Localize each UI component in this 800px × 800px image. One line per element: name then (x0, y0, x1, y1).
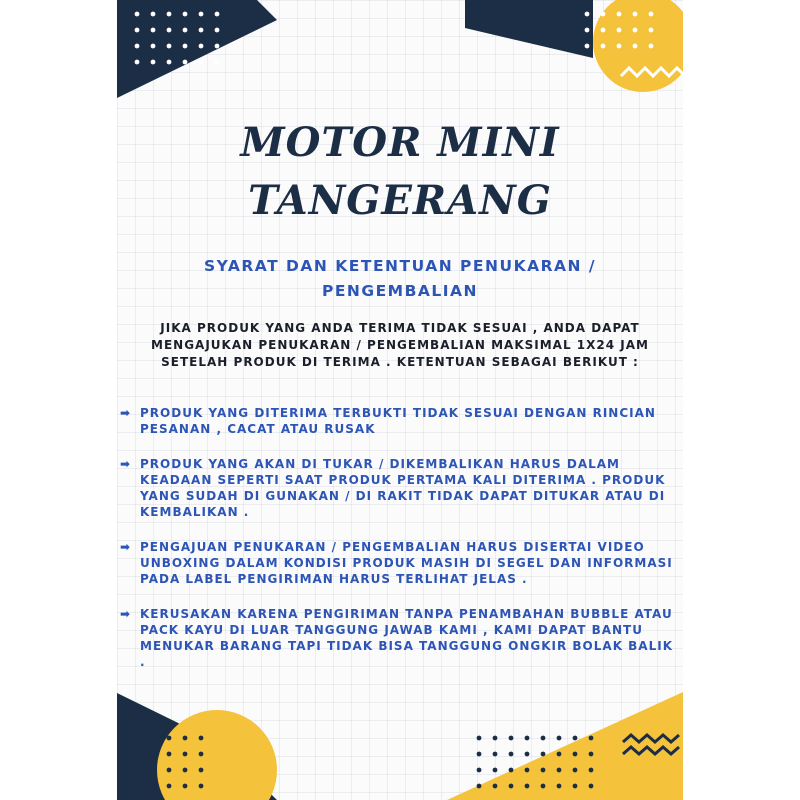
decor-dot (151, 768, 156, 773)
decor-dot (585, 28, 590, 33)
arrow-right-icon: ➡ (120, 607, 132, 621)
decor-dot (151, 736, 156, 741)
term-item (120, 405, 675, 437)
decor-dot (493, 784, 498, 789)
decor-dot (477, 736, 482, 741)
decor-dot (477, 768, 482, 773)
title-line-1: MOTOR MINI (240, 119, 560, 166)
decor-dot (215, 60, 220, 65)
term-item (120, 539, 675, 587)
arrow-right-icon: ➡ (120, 406, 132, 420)
decor-dot (633, 28, 638, 33)
decor-dot (585, 44, 590, 49)
decor-dot (151, 784, 156, 789)
decor-dot (167, 44, 172, 49)
decor-dot (199, 768, 204, 773)
decor-dot (649, 44, 654, 49)
decor-dot (557, 768, 562, 773)
decor-dot (617, 28, 622, 33)
decor-dot (135, 736, 140, 741)
decor-dot (135, 28, 140, 33)
decor-dot (541, 768, 546, 773)
decor-dot (215, 12, 220, 17)
decor-dot (589, 736, 594, 741)
decor-dot (525, 752, 530, 757)
decor-dot (183, 28, 188, 33)
terms-list (120, 405, 675, 670)
decor-dot (589, 768, 594, 773)
decor-dot (649, 12, 654, 17)
decor-dot (525, 784, 530, 789)
decor-dot (633, 44, 638, 49)
title-line-2: TANGERANG (248, 177, 552, 224)
decor-dot (589, 784, 594, 789)
decor-dot (151, 28, 156, 33)
decor-dot (509, 752, 514, 757)
term-item (120, 456, 675, 520)
decor-dot (135, 12, 140, 17)
decor-dot (151, 44, 156, 49)
arrow-right-icon: ➡ (120, 540, 132, 554)
decor-dot (135, 752, 140, 757)
decor-dot (557, 736, 562, 741)
decor-dot (199, 28, 204, 33)
term-item (120, 606, 675, 670)
decor-dot (135, 768, 140, 773)
top-left-navy-triangle (117, 0, 277, 98)
term-text: KERUSAKAN KARENA PENGIRIMAN TANPA PENAMBAHAN BUBBLE ATAU PACK KAYU DI LUAR TANGGUNG JAWAB KAMI , KAMI DAPAT BANTU MENUKAR BARANG TAPI TIDAK BISA TANGGUNG ONGKIR BOLAK BALIK . (140, 607, 674, 669)
decor-dot (601, 44, 606, 49)
decor-dot (557, 784, 562, 789)
decor-dot (199, 44, 204, 49)
decor-dot (151, 752, 156, 757)
decor-dot (183, 752, 188, 757)
decor-dot (573, 784, 578, 789)
decor-dot (199, 12, 204, 17)
decor-dot (477, 752, 482, 757)
decor-dot (601, 28, 606, 33)
decor-dot (167, 12, 172, 17)
decor-dot (589, 752, 594, 757)
decor-dot (183, 44, 188, 49)
top-right-navy-shape (465, 0, 593, 58)
decor-dot (135, 784, 140, 789)
decor-dot (135, 44, 140, 49)
decor-dot (557, 752, 562, 757)
decor-dot (215, 28, 220, 33)
decor-dot (215, 44, 220, 49)
decor-dot (135, 60, 140, 65)
arrow-right-icon: ➡ (120, 457, 132, 471)
decor-dot (649, 28, 654, 33)
decor-dot (541, 784, 546, 789)
terms-poster (117, 0, 683, 800)
decor-dot (509, 768, 514, 773)
decor-dot (183, 60, 188, 65)
subtitle: SYARAT DAN KETENTUAN PENUKARAN / PENGEMBALIAN (203, 257, 597, 300)
decor-dot (493, 736, 498, 741)
term-text: PRODUK YANG DITERIMA TERBUKTI TIDAK SESUAI DENGAN RINCIAN PESANAN , CACAT ATAU RUSAK (140, 406, 656, 436)
decor-dot (183, 736, 188, 741)
decor-dot (183, 768, 188, 773)
decor-dot (509, 784, 514, 789)
term-text: PENGAJUAN PENUKARAN / PENGEMBALIAN HARUS DISERTAI VIDEO UNBOXING DALAM KONDISI PRODUK MASIH DI SEGEL DAN INFORMASI PADA LABEL PENGIRIMAN HARUS TERLIHAT JELAS . (140, 540, 673, 586)
decor-dot (199, 784, 204, 789)
decor-dot (573, 736, 578, 741)
decor-dot (617, 12, 622, 17)
decor-dot (167, 768, 172, 773)
decor-dot (525, 736, 530, 741)
decor-dot (199, 736, 204, 741)
decor-dot (525, 768, 530, 773)
decor-dot (167, 28, 172, 33)
decor-dot (167, 736, 172, 741)
decor-dot (509, 736, 514, 741)
decor-dot (167, 60, 172, 65)
decor-dot (493, 752, 498, 757)
decor-dot (573, 768, 578, 773)
term-text: PRODUK YANG AKAN DI TUKAR / DIKEMBALIKAN HARUS DALAM KEADAAN SEPERTI SAAT PRODUK PERTAMA KALI DITERIMA . PRODUK YANG SUDAH DI GUNAKAN / DI RAKIT TIDAK DAPAT DITUKAR ATAU DI KEMBALIKAN . (140, 457, 666, 519)
decor-dot (167, 784, 172, 789)
decor-dot (151, 60, 156, 65)
decor-dot (601, 12, 606, 17)
decor-dot (167, 752, 172, 757)
decor-dot (183, 12, 188, 17)
decor-dot (199, 60, 204, 65)
decor-dot (633, 12, 638, 17)
decor-dot (151, 12, 156, 17)
decor-dot (573, 752, 578, 757)
decor-dot (585, 12, 590, 17)
intro-text: JIKA PRODUK YANG ANDA TERIMA TIDAK SESUAI , ANDA DAPAT MENGAJUKAN PENUKARAN / PENGEMBALIAN MAKSIMAL 1X24 JAM SETELAH PRODUK DI TERIMA . KETENTUAN SEBAGAI BERIKUT : (151, 321, 649, 369)
decor-dot (541, 752, 546, 757)
decor-dot (477, 784, 482, 789)
top-right-yellow-circle (593, 0, 683, 92)
decor-dot (617, 44, 622, 49)
decor-dot (199, 752, 204, 757)
decor-dot (183, 784, 188, 789)
decor-dot (493, 768, 498, 773)
decor-dot (541, 736, 546, 741)
